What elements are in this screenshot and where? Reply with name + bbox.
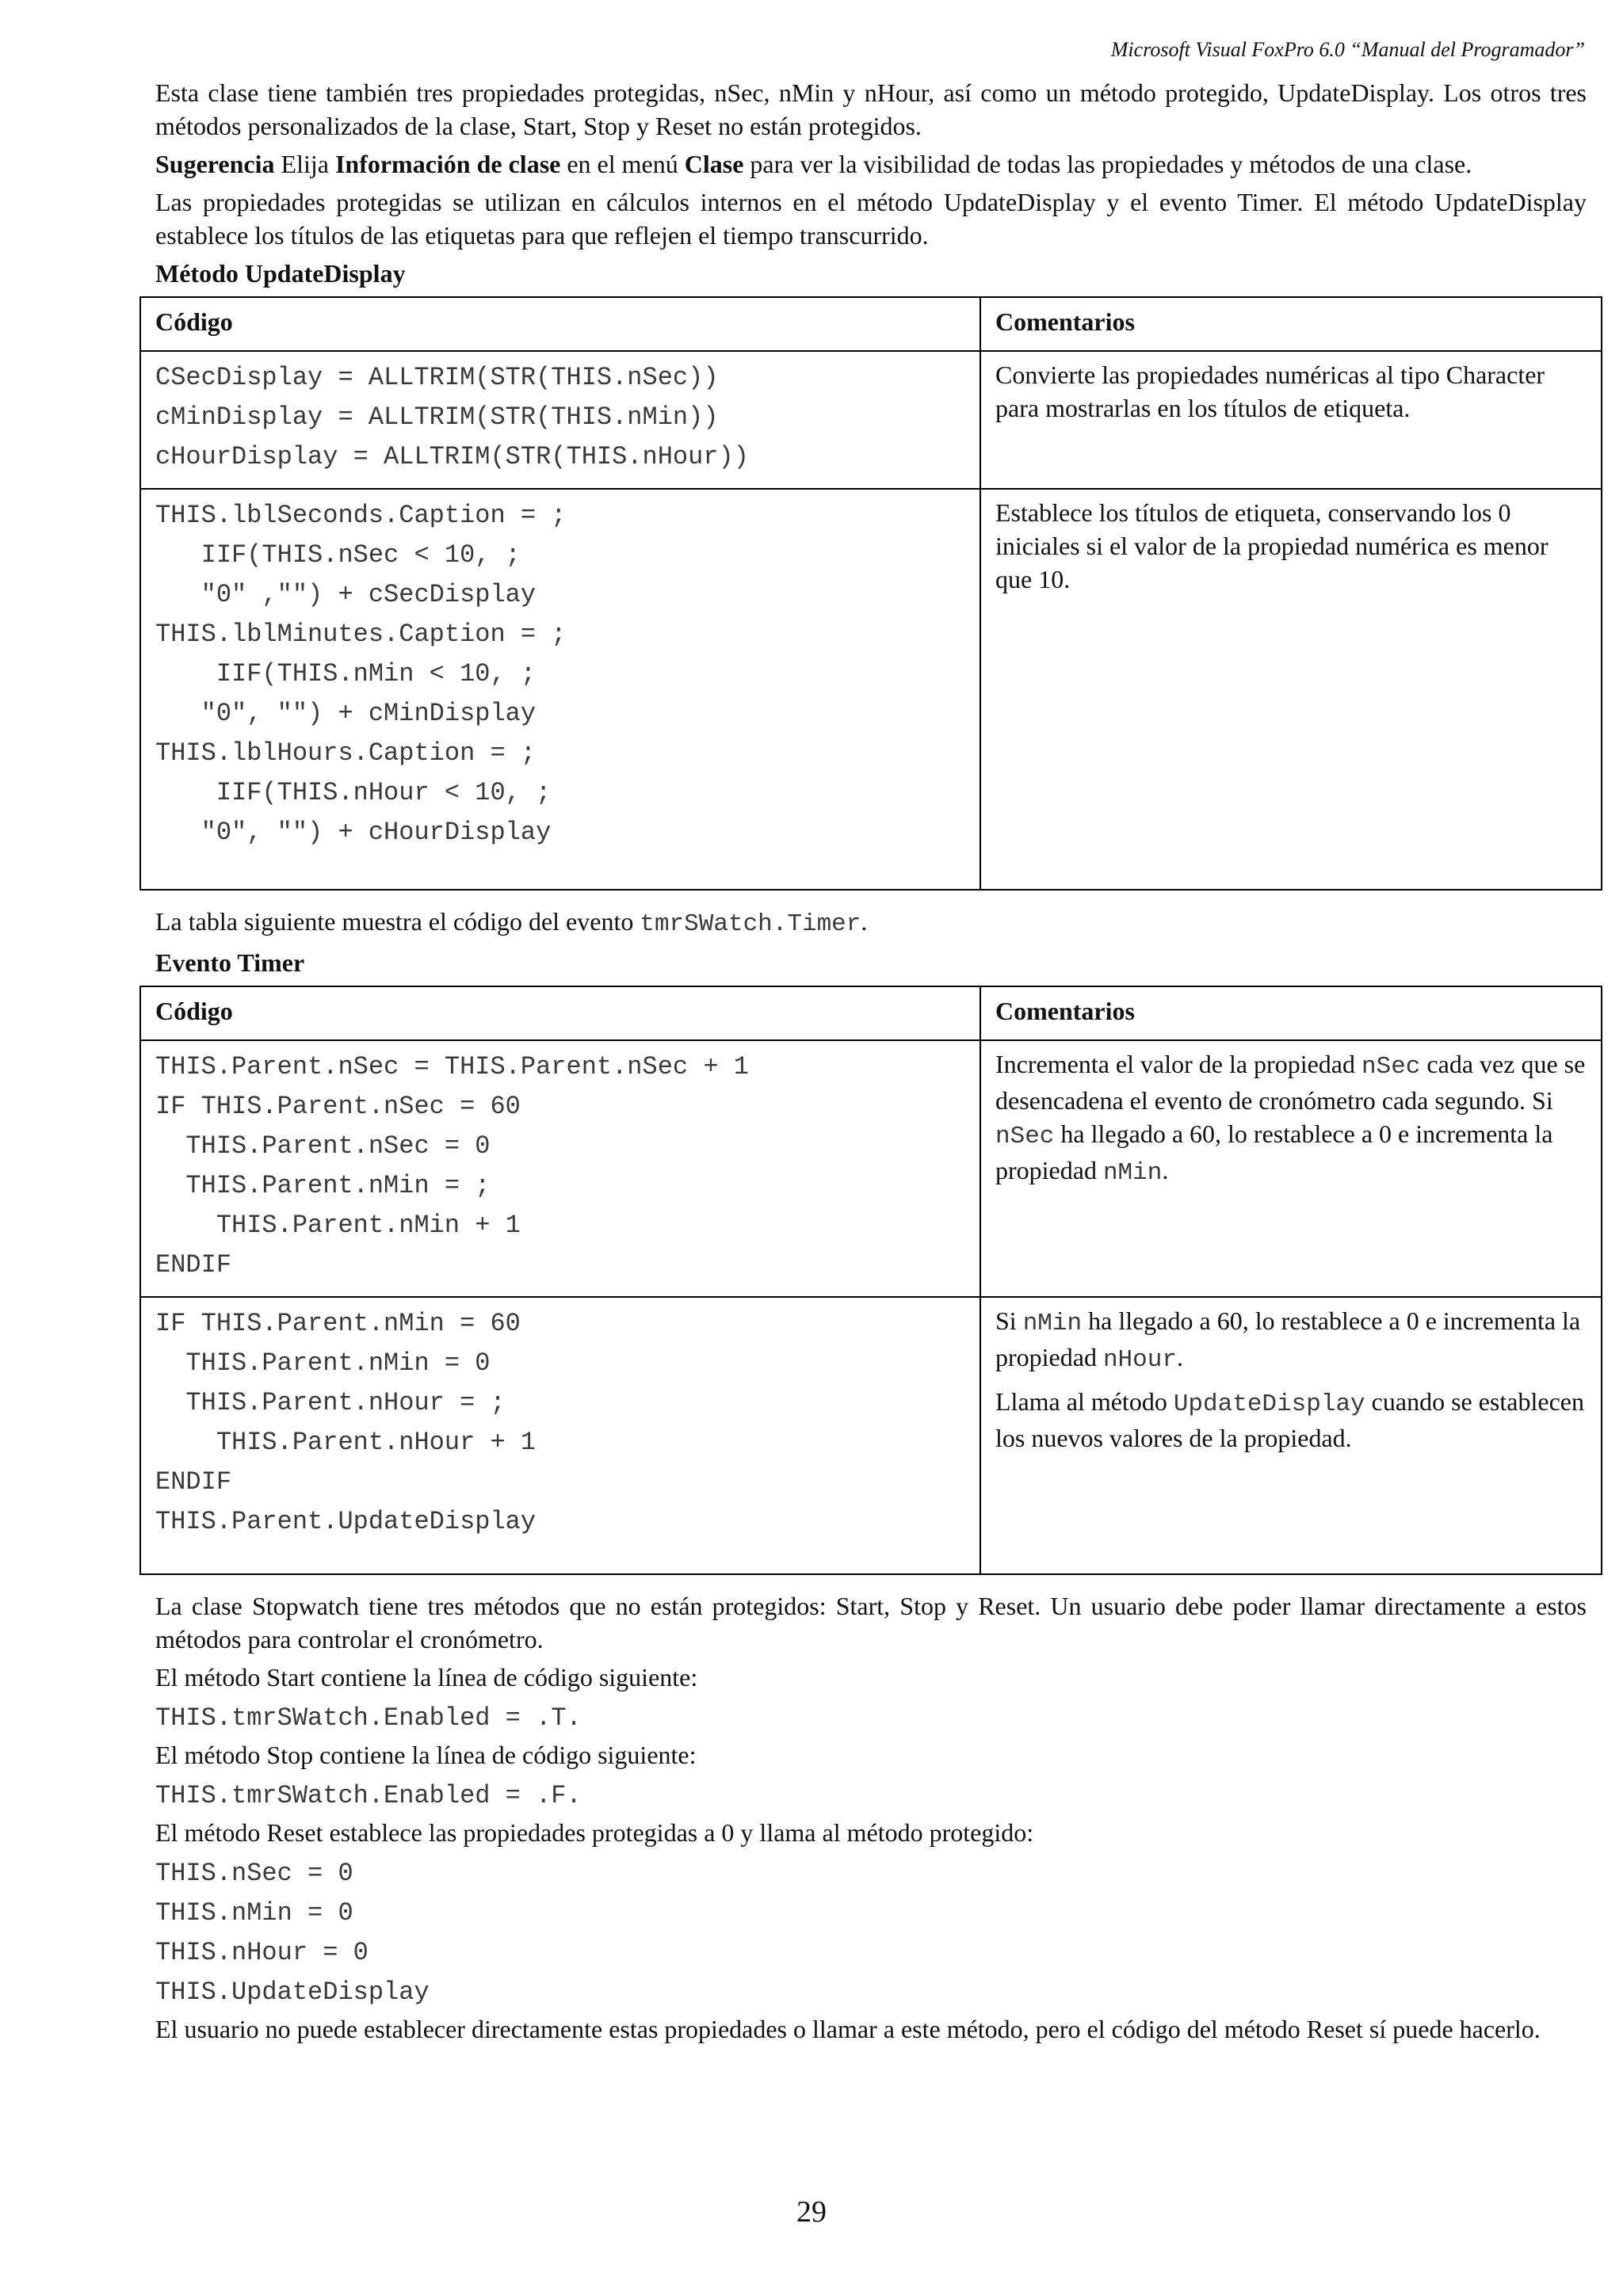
comment-fragment: . — [1162, 1156, 1169, 1184]
code-line: CSecDisplay = ALLTRIM(STR(THIS.nSec)) — [155, 363, 719, 392]
comment-fragment: cuando se establecen los nuevos valores de la propiedad. — [995, 1387, 1584, 1452]
page-content — [155, 76, 1587, 2050]
code-line: IIF(THIS.nMin < 10, ; — [155, 659, 537, 688]
timer-event-table — [139, 986, 1602, 1575]
comment-fragment: Incrementa el valor de la propiedad — [995, 1050, 1361, 1078]
comment-text — [995, 1047, 1587, 1190]
code-line: cHourDisplay = ALLTRIM(STR(THIS.nHour)) — [155, 442, 749, 471]
code-line: THIS.Parent.nSec = THIS.Parent.nSec + 1 — [155, 1052, 749, 1081]
comment-text — [995, 1385, 1587, 1455]
comment-code: nHour — [1102, 1346, 1177, 1374]
code-line: THIS.tmrSWatch.Enabled = .T. — [155, 1703, 582, 1733]
outro-paragraph-3: El método Stop contiene la línea de código siguiente: — [155, 1741, 697, 1769]
comment-fragment: . — [1176, 1343, 1183, 1371]
intro-paragraph-2: Las propiedades protegidas se utilizan en cálculos internos en el método UpdateDisplay y el evento Timer. El método UpdateDisplay establece los títulos de las etiquetas para que reflejen el tiempo transcurrido. — [155, 188, 1587, 250]
timer-intro-end: . — [861, 907, 868, 936]
code-line: IF THIS.Parent.nMin = 60 — [155, 1309, 521, 1338]
code-line: THIS.tmrSWatch.Enabled = .F. — [155, 1781, 582, 1810]
comment-text: Establece los títulos de etiqueta, conservando los 0 iniciales si el valor de la propiedad numérica es menor que 10. — [995, 498, 1549, 593]
code-cell — [140, 1040, 980, 1297]
comment-code: UpdateDisplay — [1173, 1390, 1365, 1418]
tip-bold-2: Clase — [684, 150, 744, 178]
code-line: ENDIF — [155, 1250, 232, 1280]
code-line: IIF(THIS.nSec < 10, ; — [155, 540, 521, 570]
comment-fragment: Llama al método — [995, 1387, 1174, 1416]
tip-bold-1: Información de clase — [334, 150, 561, 178]
code-line: THIS.Parent.UpdateDisplay — [155, 1507, 537, 1536]
timer-event-code: tmrSWatch.Timer — [640, 910, 861, 938]
table-row — [140, 489, 1602, 890]
tip-text-3: para ver la visibilidad de todas las propiedades y métodos de una clase. — [743, 150, 1472, 178]
code-cell — [140, 351, 980, 489]
code-line: THIS.Parent.nHour = ; — [155, 1388, 506, 1417]
code-line: ENDIF — [155, 1467, 232, 1497]
comment-fragment: ha llegado a 60, lo restablece a 0 e incrementa la propiedad — [995, 1306, 1581, 1371]
outro-paragraph-5: El usuario no puede establecer directamente estas propiedades o llamar a este método, pero el código del método Reset sí puede hacerlo. — [155, 2015, 1541, 2043]
code-line: THIS.lblSeconds.Caption = ; — [155, 501, 567, 530]
comment-text: Convierte las propiedades numéricas al tipo Character para mostrarlas en los títulos de etiqueta. — [995, 360, 1545, 422]
code-line: THIS.Parent.nSec = 0 — [155, 1131, 491, 1161]
code-line: IIF(THIS.nHour < 10, ; — [155, 778, 552, 807]
code-line: cMinDisplay = ALLTRIM(STR(THIS.nMin)) — [155, 402, 719, 432]
table1-label: Método UpdateDisplay — [155, 259, 406, 288]
comment-cell — [980, 489, 1602, 890]
comment-fragment: cada vez que se desencadena el evento de cronómetro cada segundo. Si — [995, 1050, 1586, 1115]
timer-intro-text: La tabla siguiente muestra el código del evento — [155, 907, 640, 936]
code-line: THIS.lblHours.Caption = ; — [155, 738, 537, 768]
table-row — [140, 1040, 1602, 1297]
table-row — [140, 351, 1602, 489]
running-header: Microsoft Visual FoxPro 6.0 “Manual del Programador” — [1110, 38, 1585, 61]
code-line: THIS.UpdateDisplay — [155, 1978, 430, 2007]
code-line: THIS.nMin = 0 — [155, 1898, 353, 1928]
code-line: THIS.Parent.nMin + 1 — [155, 1211, 521, 1240]
table-header-row — [140, 986, 1602, 1040]
timer-intro-paragraph — [155, 905, 1587, 941]
code-line: "0" ,"") + cSecDisplay — [155, 580, 537, 609]
code-cell — [140, 489, 980, 890]
code-line: THIS.nHour = 0 — [155, 1938, 369, 1967]
code-line: "0", "") + cMinDisplay — [155, 699, 537, 728]
column-header-comments: Comentarios — [980, 986, 1602, 1040]
column-header-comments: Comentarios — [980, 297, 1602, 351]
code-line: THIS.Parent.nMin = ; — [155, 1171, 491, 1200]
outro-paragraph-1: La clase Stopwatch tiene tres métodos que no están protegidos: Start, Stop y Reset. Un usuario debe poder llamar directamente a estos métodos para controlar el cronómetro. — [155, 1592, 1587, 1653]
intro-paragraph-1: Esta clase tiene también tres propiedades protegidas, nSec, nMin y nHour, así como un método protegido, UpdateDisplay. Los otros tres métodos personalizados de la clase, Start, Stop y Reset no están protegidos. — [155, 78, 1587, 140]
comment-text — [995, 1304, 1587, 1377]
outro-paragraph-2: El método Start contiene la línea de código siguiente: — [155, 1663, 698, 1691]
tip-paragraph — [155, 147, 1587, 181]
code-line: THIS.lblMinutes.Caption = ; — [155, 620, 567, 649]
code-cell — [140, 1297, 980, 1574]
comment-cell — [980, 1297, 1602, 1574]
column-header-code: Código — [140, 986, 980, 1040]
table2-label: Evento Timer — [155, 948, 305, 977]
comment-fragment: ha llegado a 60, lo restablece a 0 e incrementa la propiedad — [995, 1119, 1553, 1184]
table-row — [140, 1297, 1602, 1574]
code-line: IF THIS.Parent.nSec = 60 — [155, 1092, 521, 1121]
tip-label: Sugerencia — [155, 150, 275, 178]
table-header-row — [140, 297, 1602, 351]
comment-code: nMin — [1022, 1310, 1083, 1337]
comment-code: nMin — [1102, 1159, 1163, 1187]
comment-cell — [980, 1040, 1602, 1297]
comment-cell — [980, 351, 1602, 489]
outro-paragraph-4: El método Reset establece las propiedades protegidas a 0 y llama al método protegido: — [155, 1818, 1034, 1847]
code-line: THIS.nSec = 0 — [155, 1859, 353, 1888]
code-line: THIS.Parent.nHour + 1 — [155, 1428, 537, 1457]
updatedisplay-table — [139, 296, 1602, 891]
tip-text-2: en el menú — [560, 150, 685, 178]
page-number: 29 — [796, 2195, 827, 2229]
column-header-code: Código — [140, 297, 980, 351]
tip-text-1: Elija — [274, 150, 335, 178]
comment-code: nSec — [995, 1123, 1055, 1150]
comment-code: nSec — [1361, 1053, 1421, 1081]
code-line: "0", "") + cHourDisplay — [155, 818, 552, 847]
code-line: THIS.Parent.nMin = 0 — [155, 1348, 491, 1378]
comment-fragment: Si — [995, 1306, 1023, 1335]
